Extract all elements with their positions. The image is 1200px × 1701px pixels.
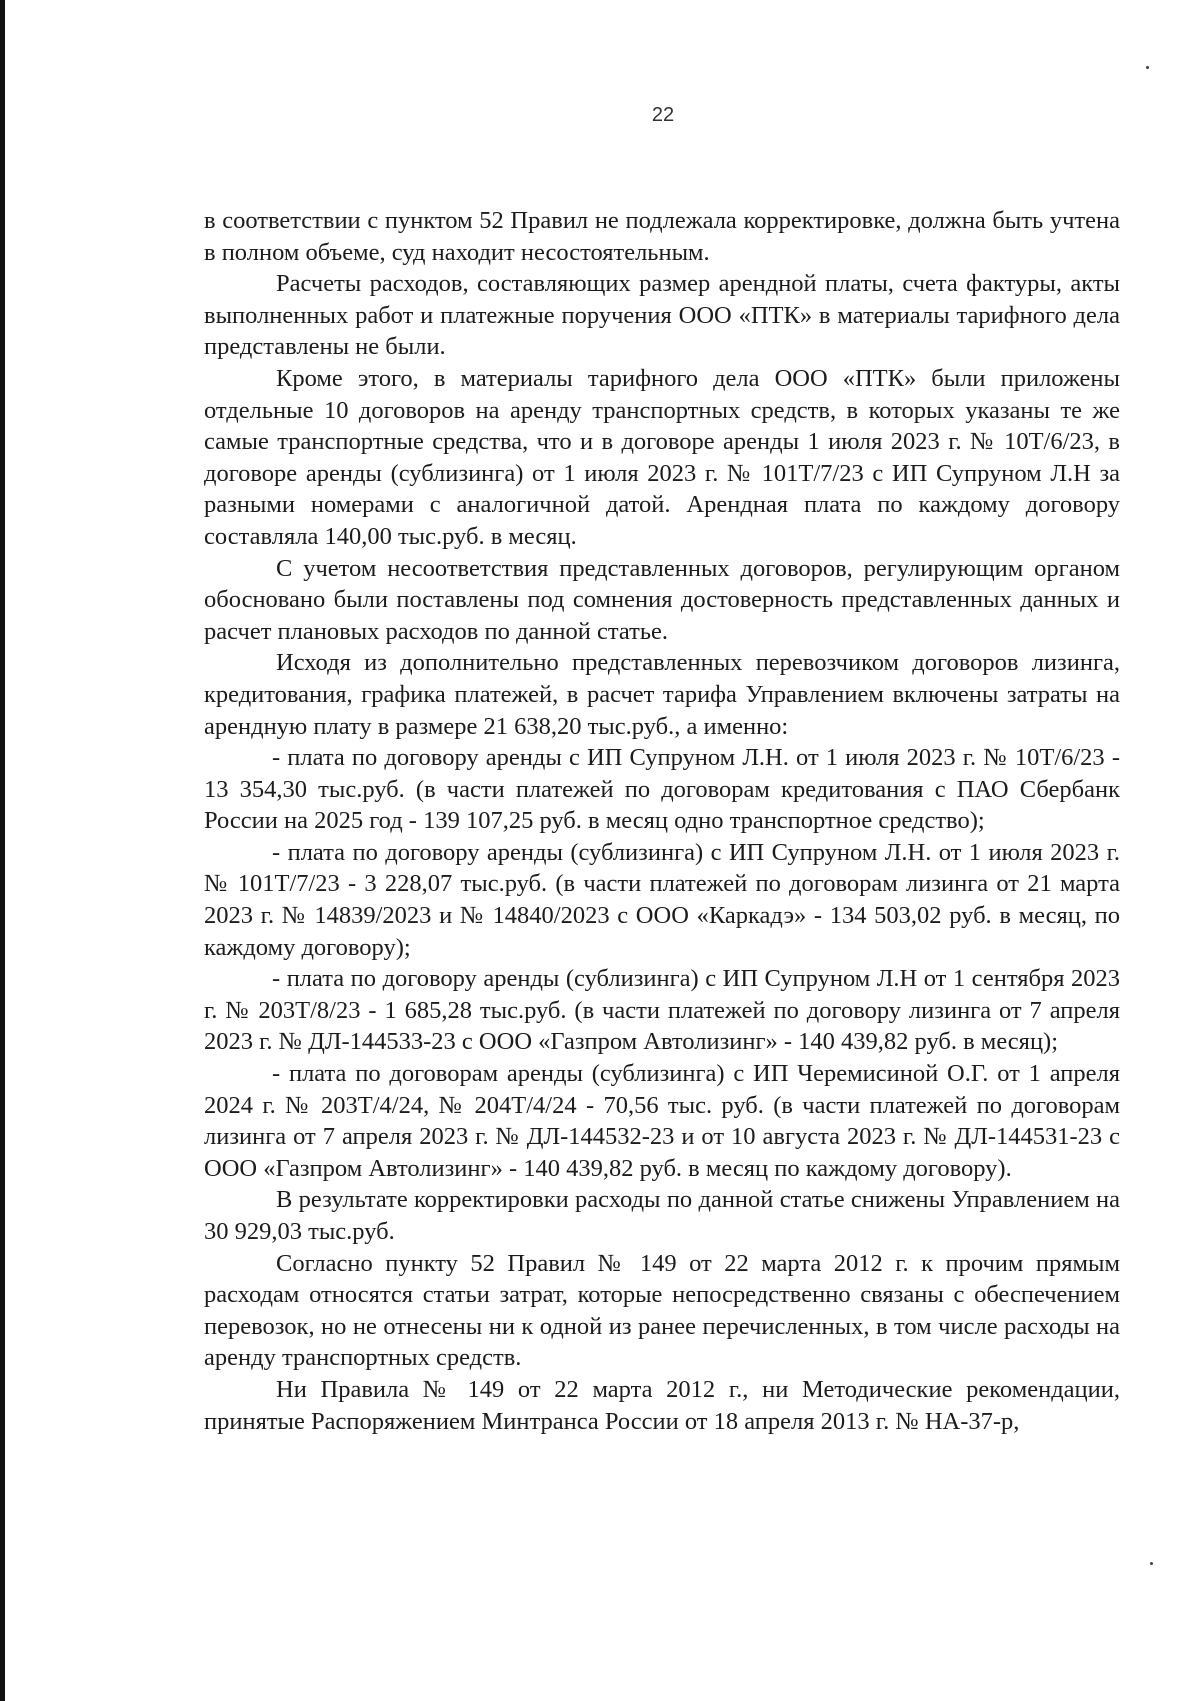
paragraph: Кроме этого, в материалы тарифного дела ООО «ПТК» были приложены отдельные 10 договоров на аренду транспортных средств, в которых указаны те же самые транспортные средства, что и в договоре аренды 1 июля 2023 г. № 10Т/6/23, в договоре аренды (сублизинга) от 1 июля 2023 г. № 101Т/7/23 с ИП Супруном Л.Н за разными номерами с аналогичной датой. Арендная плата по каждому договору составляла 140,00 тыс.руб. в месяц. <box>204 364 1120 550</box>
paragraph: Исходя из дополнительно представленных перевозчиком договоров лизинга, кредитования, графика платежей, в расчет тарифа Управлением включены затраты на арендную плату в размере 21 638,20 тыс.руб., а именно: <box>204 649 1120 740</box>
paragraph: в соответствии с пунктом 52 Правил не подлежала корректировке, должна быть учтена в полном объеме, суд находит несостоятельным. <box>204 207 1120 266</box>
list-item: - плата по договору аренды (сублизинга) с ИП Супруном Л.Н. от 1 июля 2023 г. № 101Т/7/23 - 3 228,07 тыс.руб. (в части платежей по договорам лизинга от 21 марта 2023 г. № 14839/2023 и № 14840/2023 с ООО «Каркадэ» - 134 503,02 руб. в месяц, по каждому договору); <box>204 838 1120 961</box>
list-item: - плата по договорам аренды (сублизинга) с ИП Черемисиной О.Г. от 1 апреля 2024 г. № 203Т/4/24, № 204Т/4/24 - 70,56 тыс. руб. (в части платежей по договорам лизинга от 7 апреля 2023 г. № ДЛ-144532-23 и от 10 августа 2023 г. № ДЛ-144531-23 с ООО «Газпром Автолизинг» - 140 439,82 руб. в месяц по каждому договору). <box>204 1060 1120 1182</box>
paragraph: Расчеты расходов, составляющих размер арендной платы, счета фактуры, акты выполненных работ и платежные поручения ООО «ПТК» в материалы тарифного дела представлены не были. <box>204 270 1120 361</box>
paragraph: Ни Правила № 149 от 22 марта 2012 г., ни Методические рекомендации, принятые Распоряжением Минтранса России от 18 апреля 2013 г. № НА-37-р, <box>204 1375 1120 1435</box>
scan-speck <box>1150 1562 1153 1565</box>
list-item: - плата по договору аренды (сублизинга) с ИП Супруном Л.Н от 1 сентября 2023 г. № 203Т/8/23 - 1 685,28 тыс.руб. (в части платежей по договору лизинга от 7 апреля 2023 г. № ДЛ-144533-23 с ООО «Газпром Автолизинг» - 140 439,82 руб. в месяц); <box>204 965 1120 1056</box>
scan-edge <box>0 0 5 1701</box>
paragraph: Согласно пункту 52 Правил № 149 от 22 марта 2012 г. к прочим прямым расходам относятся статьи затрат, которые непосредственно связаны с обеспечением перевозок, но не отнесены ни к одной из ранее перечисленных, в том числе расходы на аренду транспортных средств. <box>204 1249 1120 1372</box>
page-number: 22 <box>651 104 675 126</box>
paragraph: В результате корректировки расходы по данной статье снижены Управлением на 30 929,03 тыс.руб. <box>204 1186 1120 1245</box>
document-body <box>204 205 1120 1437</box>
scan-speck <box>1146 66 1149 69</box>
list-item: - плата по договору аренды с ИП Супруном Л.Н. от 1 июля 2023 г. № 10Т/6/23 - 13 354,30 тыс.руб. (в части платежей по договорам кредитования с ПАО Сбербанк России на 2025 год - 139 107,25 руб. в месяц одно транспортное средство); <box>204 744 1120 835</box>
paragraph: С учетом несоответствия представленных договоров, регулирующим органом обосновано были поставлены под сомнения достоверность представленных данных и расчет плановых расходов по данной статье. <box>204 554 1120 645</box>
